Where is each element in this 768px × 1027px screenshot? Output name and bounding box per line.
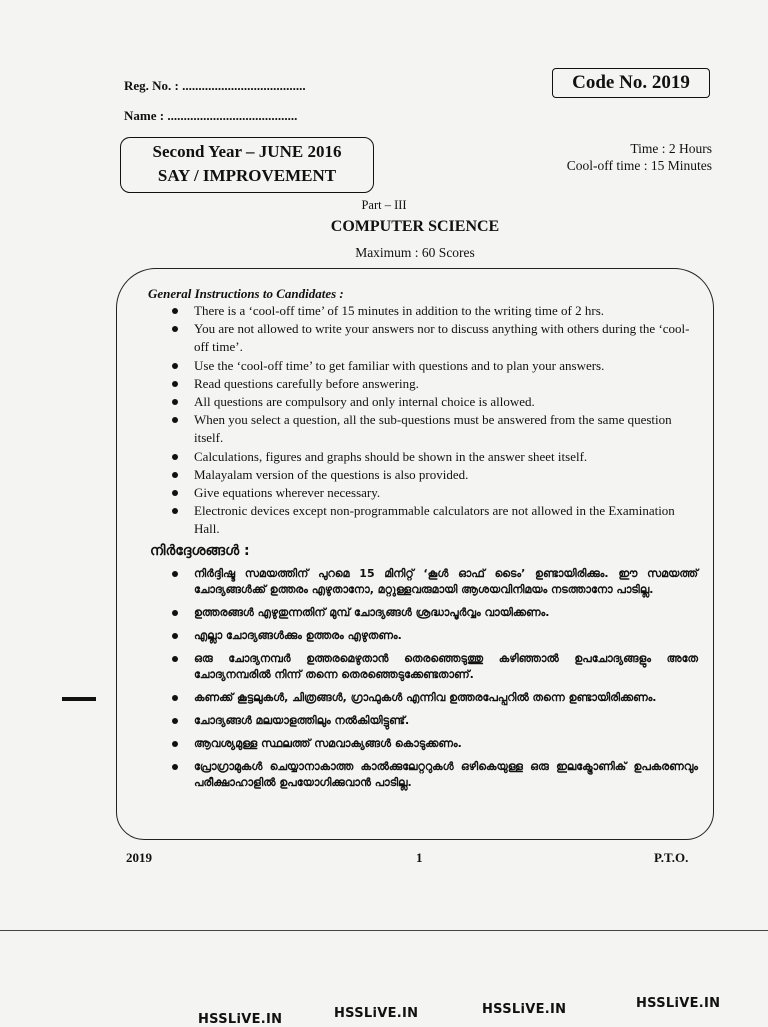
list-item: ഉത്തരങ്ങൾ എഴുതുന്നതിന് മുമ്പ് ചോദ്യങ്ങൾ ശ്രദ്ധാപൂർവ്വം വായിക്കണം. xyxy=(168,605,698,621)
list-item: When you select a question, all the sub-questions must be answered from the same question itself. xyxy=(168,411,700,447)
reg-no-field: Reg. No. : ...................................... xyxy=(124,78,306,93)
instructions-list xyxy=(168,302,700,539)
list-item: നിർദ്ദിഷ്ട സമയത്തിന് പുറമെ 15 മിനിറ്റ് ‘കൂൾ ഓഫ് ടൈം’ ഉണ്ടായിരിക്കും. ഈ സമയത്ത് ചോദ്യങ്ങൾക്ക് ഉത്തരം എഴുതാനോ, മറ്റുള്ളവരുമായി ആശയവിനിമയം നടത്താനോ പാടില്ല. xyxy=(168,566,698,598)
instructions-title: General Instructions to Candidates : xyxy=(148,286,344,301)
page-number: 1 xyxy=(416,850,423,865)
exam-session-title: Second Year – JUNE 2016 xyxy=(152,142,342,161)
maximum-scores: Maximum : 60 Scores xyxy=(355,245,475,260)
malayalam-instructions-title: നിർദ്ദേശങ്ങൾ : xyxy=(150,543,250,559)
name-field: Name : ........................................ xyxy=(124,108,298,123)
time-info xyxy=(490,140,712,174)
exam-session-subtitle: SAY / IMPROVEMENT xyxy=(157,166,337,185)
time-allowed: Time : 2 Hours xyxy=(630,141,712,156)
footer-code: 2019 xyxy=(126,850,152,865)
list-item: Read questions carefully before answering. xyxy=(168,375,700,393)
malayalam-instructions-list xyxy=(168,566,698,798)
page-edge-divider xyxy=(0,930,768,931)
list-item: ആവശ്യമുള്ള സ്ഥലത്ത് സമവാക്യങ്ങൾ കൊടുക്കണം. xyxy=(168,736,698,752)
pto-label: P.T.O. xyxy=(654,850,689,865)
list-item: കണക്ക് കൂട്ടലുകൾ, ചിത്രങ്ങൾ, ഗ്രാഫുകൾ എന്നിവ ഉത്തരപേപ്പറിൽ തന്നെ ഉണ്ടായിരിക്കണം. xyxy=(168,690,698,706)
list-item: Malayalam version of the questions is also provided. xyxy=(168,466,700,484)
code-number-box: Code No. 2019 xyxy=(552,68,710,98)
list-item: പ്രോഗ്രാമുകൾ ചെയ്യാനാകാത്ത കാൽക്കുലേറ്ററുകൾ ഒഴികെയുള്ള ഒരു ഇലക്ട്രോണിക് ഉപകരണവും പരീക്ഷാഹാളിൽ ഉപയോഗിക്കുവാൻ പാടില്ല. xyxy=(168,759,698,791)
margin-mark xyxy=(62,697,96,701)
list-item: All questions are compulsory and only internal choice is allowed. xyxy=(168,393,700,411)
list-item: Calculations, figures and graphs should be shown in the answer sheet itself. xyxy=(168,448,700,466)
watermark-text: HSSLiVE.IN xyxy=(334,1006,419,1021)
watermark-text: HSSLiVE.IN xyxy=(482,1002,567,1017)
list-item: Give equations wherever necessary. xyxy=(168,484,700,502)
list-item: Electronic devices except non-programmable calculators are not allowed in the Examination Hall. xyxy=(168,502,700,538)
watermark-text: HSSLiVE.IN xyxy=(636,996,721,1011)
list-item: ഒരു ചോദ്യനമ്പർ ഉത്തരമെഴുതാൻ തെരഞ്ഞെടുത്തു കഴിഞ്ഞാൽ ഉപചോദ്യങ്ങളും അതേ ചോദ്യനമ്പരിൽ നിന്ന് തന്നെ തെരഞ്ഞെടുക്കേണ്ടതാണ്. xyxy=(168,651,698,683)
list-item: ചോദ്യങ്ങൾ മലയാളത്തിലും നൽകിയിട്ടുണ്ട്. xyxy=(168,713,698,729)
subject-title: COMPUTER SCIENCE xyxy=(330,218,500,235)
part-label: Part – III xyxy=(361,198,407,212)
list-item: There is a ‘cool-off time’ of 15 minutes in addition to the writing time of 2 hrs. xyxy=(168,302,700,320)
cool-off-time: Cool-off time : 15 Minutes xyxy=(566,158,712,173)
list-item: എല്ലാ ചോദ്യങ്ങൾക്കും ഉത്തരം എഴുതണം. xyxy=(168,628,698,644)
list-item: Use the ‘cool-off time’ to get familiar with questions and to plan your answers. xyxy=(168,357,700,375)
list-item: You are not allowed to write your answers nor to discuss anything with others during the ‘cool-off time’. xyxy=(168,320,700,356)
exam-session-box xyxy=(120,137,374,193)
watermark-text: HSSLiVE.IN xyxy=(198,1012,283,1027)
